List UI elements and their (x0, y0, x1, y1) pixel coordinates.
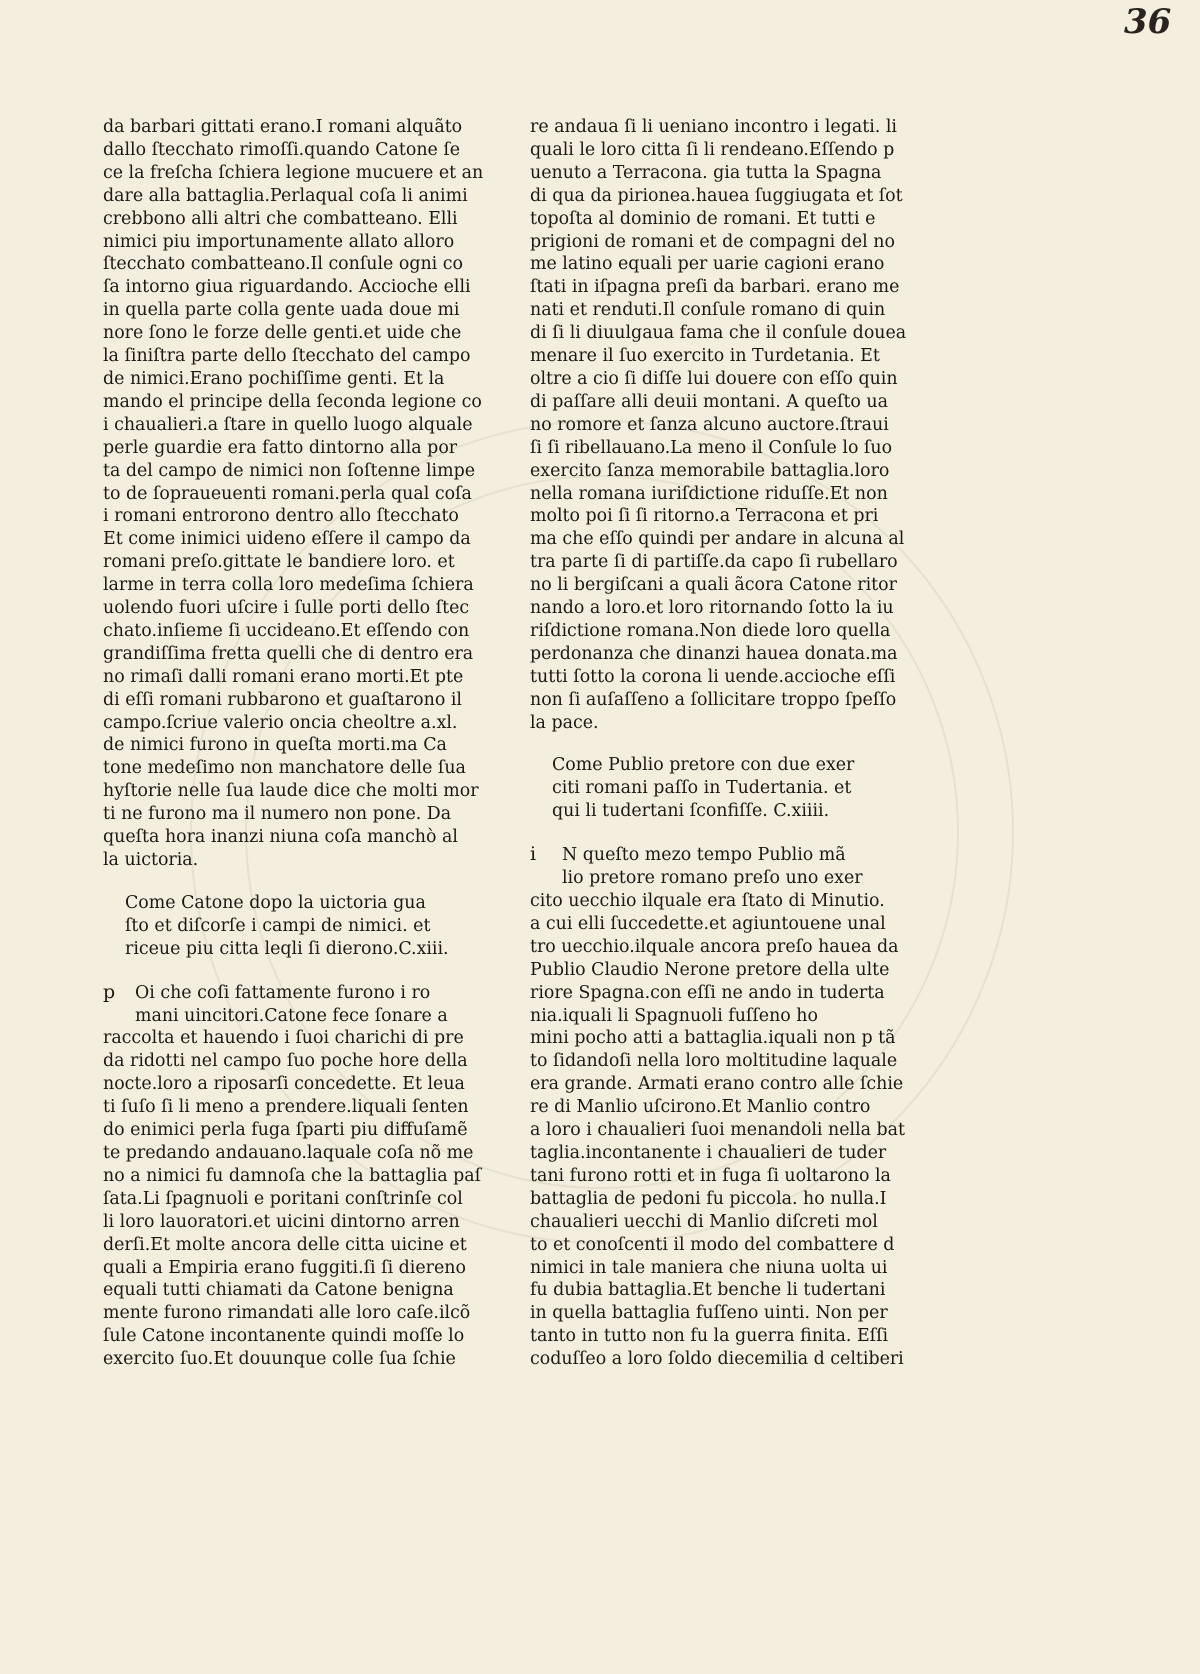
text-line (125, 938, 449, 961)
text-line-content: Publio Claudio Nerone pretore della ulte (530, 959, 890, 980)
text-line-content: mani uincitori.Catone fece ſonare a (135, 1005, 448, 1026)
text-line (103, 528, 471, 551)
text-line (530, 460, 890, 483)
text-line-content: ſa intorno giua riguardando. Accioche elli (103, 277, 471, 298)
text-line (103, 1073, 465, 1096)
text-line-content: da ridotti nel campo ſuo poche hore della (103, 1051, 468, 1072)
text-line (103, 574, 474, 597)
text-line-content: i romani entrorono dentro allo ſtecchato (103, 506, 459, 527)
text-line-content: ſi ſi ribellauano.La meno il Conſule lo ſuo (530, 437, 893, 458)
text-line-content: dare alla battaglia.Perlaqual coſa li animi (103, 185, 468, 206)
folio-number: 36 (1124, 2, 1172, 42)
text-line (530, 1302, 888, 1325)
text-line (103, 1096, 469, 1119)
text-line-content: ti ne furono ma il numero non pone. Da (103, 804, 452, 825)
text-line (530, 1050, 898, 1073)
text-line (530, 1073, 904, 1096)
text-line-content: nando a loro.et loro ritornando ſotto la iu (530, 598, 894, 619)
text-line-content: di ſi li diuulgaua fama che il conſule douea (530, 323, 907, 344)
text-line (103, 1348, 456, 1371)
text-line (530, 867, 863, 890)
text-line-content: tani furono rotti et in fuga ſi uoltarono la (530, 1165, 891, 1186)
text-line-content: in quella battaglia fuſſeno uinti. Non per (530, 1303, 888, 1324)
text-line (530, 1005, 860, 1028)
text-line (103, 597, 470, 620)
text-line (530, 345, 880, 368)
text-line (530, 1096, 871, 1119)
text-line-content: coduſſeo a loro ſoldo diecemilia d celtiberi (530, 1349, 904, 1370)
text-line (103, 1165, 482, 1188)
text-line-content: campo.ſcriue valerio oncia cheoltre a.xl. (103, 712, 458, 733)
text-line-content: a cui elli ſuccedette.et agiuntouene unal (530, 913, 886, 934)
text-line (530, 253, 885, 276)
text-line (530, 322, 907, 345)
text-line (103, 276, 471, 299)
text-line (530, 437, 893, 460)
text-line (103, 345, 471, 368)
text-line-content: prigioni de romani et de compagni del no (530, 231, 895, 252)
text-line (103, 803, 452, 826)
text-line-content: taglia.incontanente i chaualieri de tuder (530, 1142, 887, 1163)
text-line-content: era grande. Armati erano contro alle ſchie (530, 1074, 904, 1095)
right-body-2 (530, 843, 906, 1371)
text-line-content: uenuto a Terracona. gia tutta la Spagna (530, 162, 882, 183)
text-line (530, 1325, 889, 1348)
text-line (530, 1165, 891, 1188)
text-line-content: la pace. (530, 712, 599, 733)
text-line (530, 620, 891, 643)
text-line-content: nimici piu importunamente allato alloro (103, 231, 455, 252)
text-line-content: tutti ſotto la corona li uende.accioche eſſi (530, 666, 896, 687)
text-line (530, 643, 898, 666)
text-line-content: te predando andauano.laquale coſa nõ me (103, 1142, 474, 1163)
text-line-content: Et come inimici uideno eſſere il campo da (103, 529, 471, 550)
text-line (103, 185, 468, 208)
text-line (530, 574, 897, 597)
text-line (103, 391, 482, 414)
text-line (530, 551, 898, 574)
text-line (103, 1027, 464, 1050)
text-line-content: hyſtorie nelle ſua laude dice che molti mor (103, 781, 479, 802)
text-line-content: oltre a cio ſi diſſe lui douere con eſſo quin (530, 368, 898, 389)
text-line-content: qui li tudertani ſconfiſſe. C.xiiii. (552, 801, 830, 822)
text-line (530, 528, 905, 551)
text-line-content: larme in terra colla loro medeſima ſchiera (103, 575, 474, 596)
text-line-content: nocte.loro a riposarſi concedette. Et leua (103, 1074, 465, 1095)
text-line (103, 116, 463, 139)
text-line-content: de nimici.Erano pochiſſime genti. Et la (103, 368, 445, 389)
text-line (530, 208, 876, 231)
text-line-content: di paſſare alli deuii montani. A queſto ua (530, 391, 888, 412)
text-line-content: mini pocho atti a battaglia.iquali non p tã (530, 1028, 896, 1049)
text-line-content: riceue piu citta leqli ſi dierono.C.xiii. (125, 938, 449, 959)
text-line (530, 689, 897, 712)
text-line (530, 843, 860, 867)
text-line-content: nella romana iuriſdictione riduſſe.Et non (530, 483, 888, 504)
text-line-content: perdonanza che dinanzi hauea donata.ma (530, 643, 898, 664)
text-line-content: fu dubia battaglia.Et benche li tudertani (530, 1280, 886, 1301)
text-line-content: li loro lauoratori.et uicini dintorno arren (103, 1211, 460, 1232)
text-line (103, 253, 463, 276)
text-line-content: Oi che coſi fattamente furono i ro (135, 982, 431, 1003)
text-line (530, 1027, 896, 1050)
text-line-content: ſtati in iſpagna preſi da barbari. erano me (530, 277, 900, 298)
text-line (103, 981, 433, 1005)
text-line-content: nimici in tale maniera che niuna uolta ui (530, 1257, 888, 1278)
text-line-content: queſta hora inanzi niuna coſa manchò al (103, 827, 458, 848)
text-line-content: nati et renduti.Il conſule romano di quin (530, 300, 886, 321)
text-line (530, 1119, 906, 1142)
text-line-content: to de ſopraueuenti romani.perla qual coſa (103, 483, 472, 504)
text-line-content: mente furono rimandati alle loro caſe.ilcõ (103, 1303, 471, 1324)
text-line (103, 1211, 460, 1234)
text-line-content: me latino equali per uarie cagioni erano (530, 254, 885, 275)
text-line-content: a loro i chaualieri ſuoi menandoli nella bat (530, 1120, 906, 1141)
text-line (103, 551, 455, 574)
text-line (530, 712, 860, 735)
text-line (103, 1325, 465, 1348)
text-line (103, 437, 458, 460)
text-line (103, 643, 474, 666)
text-line (530, 597, 894, 620)
text-line (530, 1234, 895, 1257)
text-line-content: ſata.Li ſpagnuoli e poritani conſtrinſe col (103, 1188, 463, 1209)
text-line (103, 1279, 454, 1302)
text-line-content: cito uecchio ilquale era ſtato di Minutio. (530, 891, 885, 911)
text-line (103, 712, 458, 735)
text-line (103, 505, 459, 528)
text-line (530, 391, 888, 414)
text-line (530, 1211, 878, 1234)
text-line-content: tone medeſimo non manchatore delle ſua (103, 758, 466, 779)
text-line (530, 276, 900, 299)
left-body-2 (103, 980, 482, 1371)
text-line (103, 231, 455, 254)
text-line (530, 890, 885, 913)
text-line-content: chato.inſieme ſi uccideano.Et eſſendo con (103, 620, 470, 641)
text-line (530, 936, 899, 959)
gap (530, 823, 860, 843)
text-line-content: menare il ſuo exercito in Turdetania. Et (530, 346, 880, 367)
text-line-content: mando el principe della ſeconda legione co (103, 391, 482, 412)
text-line-content: equali tutti chiamati da Catone benigna (103, 1280, 454, 1301)
text-line-content: tra parte ſi di partiſſe.da capo ſi rubellaro (530, 552, 898, 573)
text-line-content: da barbari gittati erano.I romani alquãto (103, 117, 463, 137)
right-body-1 (530, 116, 907, 734)
text-line-content: re andaua ſi li ueniano incontro i legati. li (530, 117, 897, 137)
text-line (530, 299, 886, 322)
text-line-content: nore ſono le forze delle genti.et uide che (103, 323, 462, 344)
text-line (103, 368, 445, 391)
text-line (103, 849, 433, 872)
text-line-content: ce la freſcha ſchiera legione mucuere et an (103, 162, 484, 183)
text-line-content: to et conoſcenti il modo del combattere d (530, 1234, 895, 1255)
text-line-content: no rimaſi dalli romani erano morti.Et pte (103, 666, 464, 687)
text-line-content: perle guardie era fatto dintorno alla por (103, 437, 458, 458)
text-line (103, 1005, 448, 1028)
text-line (530, 116, 897, 139)
text-line-content: derſi.Et molte ancora delle citta uicine et (103, 1234, 467, 1255)
text-line (530, 162, 882, 185)
text-line (530, 368, 898, 391)
text-line-content: N queſto mezo tempo Publio mã (562, 845, 846, 866)
text-line-content: la ſiniſtra parte dello ſtecchato del campo (103, 346, 471, 367)
text-line (103, 1234, 467, 1257)
text-line (530, 1279, 886, 1302)
text-line (103, 414, 473, 437)
text-line-content: quali a Empiria erano fuggiti.ſi ſi diereno (103, 1257, 466, 1278)
text-line (530, 231, 895, 254)
text-line-content: Come Catone dopo la uictoria gua (125, 892, 426, 913)
text-line-content: di qua da pirionea.hauea ſuggiugata et ſot (530, 185, 903, 206)
text-line-content: romani preſo.gittate le bandiere loro. et (103, 552, 455, 573)
text-line-content: do enimici perla fuga ſparti piu diffuſamẽ (103, 1120, 468, 1141)
text-line (103, 322, 462, 345)
left-chapter-heading (103, 892, 449, 961)
text-line (103, 1302, 471, 1325)
text-line (103, 620, 470, 643)
right-column (530, 116, 907, 1371)
text-line (103, 208, 458, 231)
text-line-content: ti ſuſo ſi li meno a prendere.liquali ſenten (103, 1097, 469, 1118)
text-line-content: ta del campo de nimici non ſoſtenne limpe (103, 460, 476, 481)
right-chapter-heading (530, 754, 860, 823)
text-line (103, 1050, 468, 1073)
initial-letter: p (103, 980, 116, 1003)
text-line (530, 959, 890, 982)
text-line-content: grandiſſima fretta quelli che di dentro era (103, 643, 474, 664)
text-line (103, 689, 462, 712)
text-line (103, 757, 466, 780)
text-line (530, 1348, 904, 1371)
initial-letter: i (530, 843, 537, 866)
text-line (552, 800, 860, 823)
text-line-content: molto poi ſi ſi ritorno.a Terracona et pri (530, 506, 879, 527)
text-line (103, 460, 476, 483)
text-line-content: non ſi auſaſſeno a ſollicitare troppo ſpeſſo (530, 689, 897, 710)
text-line-content: ſtecchato combatteano.Il conſule ogni co (103, 254, 463, 275)
text-line (552, 777, 860, 800)
text-line (103, 1257, 466, 1280)
text-line (530, 1257, 888, 1280)
text-line-content: ſule Catone incontanente quindi moſſe lo (103, 1326, 465, 1347)
text-line-content: Come Publio pretore con due exer (552, 755, 855, 776)
text-line-content: de nimici furono in queſta morti.ma Ca (103, 735, 447, 756)
text-line (103, 1119, 468, 1142)
text-line (530, 483, 888, 506)
text-line (125, 892, 433, 915)
text-line (530, 666, 896, 689)
text-line (103, 734, 447, 757)
text-line-content: citi romani paſſo in Tudertania. et (552, 778, 852, 799)
gap (103, 872, 433, 892)
text-line-content: la uictoria. (103, 850, 199, 870)
text-line (530, 1188, 887, 1211)
text-line-content: i chaualieri.a ſtare in quello luogo alquale (103, 414, 473, 435)
gap (530, 734, 860, 754)
text-line (552, 754, 860, 777)
left-column (103, 116, 484, 1371)
gap (103, 961, 433, 981)
text-line-content: battaglia de pedoni fu piccola. ho nulla.I (530, 1188, 887, 1209)
text-line (103, 780, 479, 803)
text-line-content: exercito ſanza memorabile battaglia.loro (530, 460, 890, 481)
text-line (103, 299, 460, 322)
text-line-content: re di Manlio uſcirono.Et Manlio contro (530, 1097, 871, 1118)
text-line (530, 1142, 887, 1165)
text-line-content: ſto et diſcorſe i campi de nimici. et (125, 915, 431, 936)
text-line-content: in quella parte colla gente uada doue mi (103, 300, 460, 321)
text-line-content: di eſſi romani rubbarono et guaſtarono il (103, 689, 462, 710)
text-line (530, 139, 895, 162)
text-line (530, 185, 903, 208)
text-line-content: lio pretore romano preſo uno exer (562, 868, 863, 889)
text-line (103, 666, 464, 689)
text-line-content: no romore et ſanza alcuno auctore.ſtraui (530, 414, 889, 435)
text-line-content: no li bergiſcani a quali ãcora Catone ritor (530, 575, 897, 596)
text-line-content: dallo ſtecchato rimoſſi.quando Catone ſe (103, 139, 461, 160)
left-body-1 (103, 116, 484, 872)
text-line-content: riore Spagna.con eſſi ne ando in tuderta (530, 982, 885, 1003)
text-line-content: riſdictione romana.Non diede loro quella (530, 620, 891, 641)
text-line-content: nia.iquali li Spagnuoli fuſſeno ho (530, 1005, 818, 1026)
text-line-content: raccolta et hauendo i ſuoi charichi di pre (103, 1028, 464, 1049)
text-line-content: quali le loro citta ſi li rendeano.Eſſendo p (530, 139, 895, 160)
text-line (103, 162, 484, 185)
text-line (103, 483, 472, 506)
text-line-content: tro uecchio.ilquale ancora preſo hauea da (530, 936, 899, 957)
text-line-content: to ſidandoſi nella loro moltitudine laquale (530, 1051, 898, 1072)
text-line-content: ma che eſſo quindi per andare in alcuna al (530, 529, 905, 550)
text-line (125, 915, 433, 938)
text-line (103, 1142, 474, 1165)
text-line-content: exercito ſuo.Et douunque colle ſua ſchie (103, 1349, 456, 1370)
text-line-content: tanto in tutto non fu la guerra finita. Eſſi (530, 1326, 889, 1347)
text-line-content: topoſta al dominio de romani. Et tutti e (530, 208, 876, 229)
text-line-content: chaualieri uecchi di Manlio diſcreti mol (530, 1211, 878, 1232)
text-line (530, 505, 879, 528)
text-line (103, 1188, 463, 1211)
text-line (530, 913, 886, 936)
text-line (530, 414, 889, 437)
text-line-content: crebbono alli altri che combatteano. Elli (103, 208, 458, 229)
text-line (103, 139, 461, 162)
text-line (530, 982, 885, 1005)
text-line-content: no a nimici fu damnoſa che la battaglia paſ (103, 1165, 482, 1186)
text-line-content: uolendo fuori uſcire i ſulle porti dello ſtec (103, 598, 470, 619)
text-line (103, 826, 458, 849)
